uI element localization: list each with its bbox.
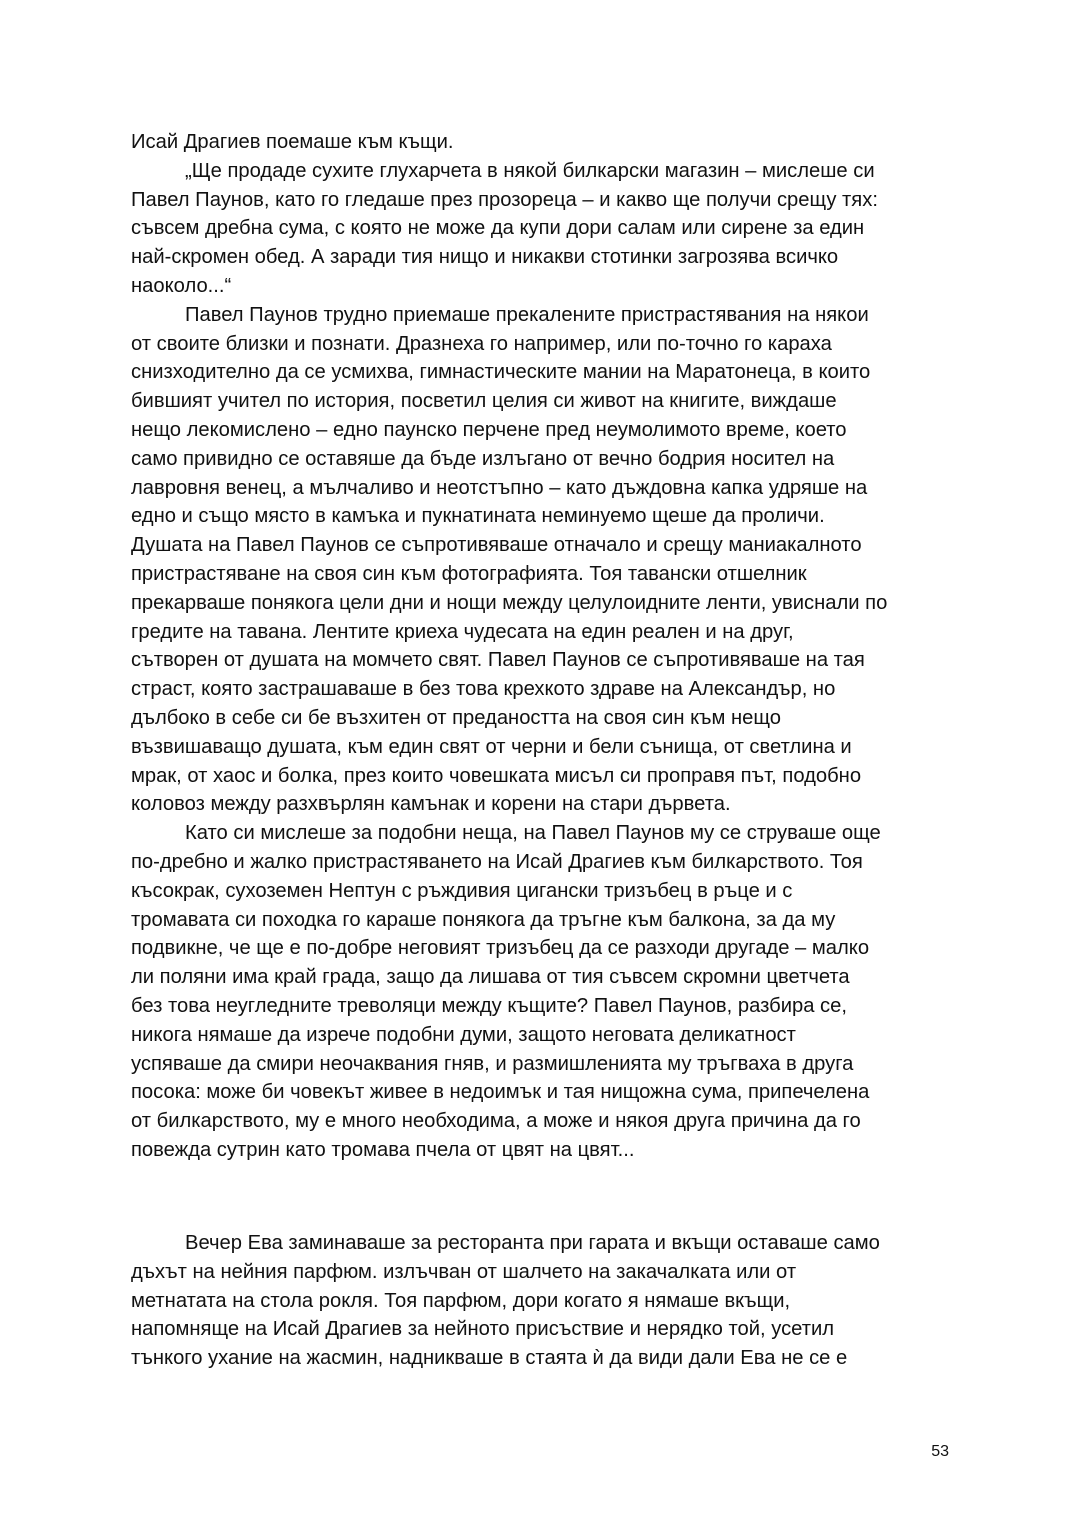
text-line: мрак, от хаос и болка, през които човешката мисъл си проправя път, подобно xyxy=(131,764,862,787)
text-line: прекарваше понякога цели дни и нощи между целулоидните ленти, увиснали по xyxy=(131,591,888,614)
text-line: нещо лекомислено – едно паунско перчене пред неумолимото време, което xyxy=(131,418,847,441)
text-block-main xyxy=(131,128,961,1165)
text-block-continuation xyxy=(131,1229,961,1373)
text-line: най-скромен обед. А заради тия нищо и никакви стотинки загрозява всичко xyxy=(131,246,839,269)
text-line: лавровня венец, а мълчаливо и неотстъпно – като дъждовна капка удряше на xyxy=(131,476,868,499)
text-line: ли поляни има край града, защо да лишава от тия съвсем скромни цветчета xyxy=(131,966,850,989)
text-line: късокрак, сухоземен Нептун с ръждивия цигански тризъбец в ръце и с xyxy=(131,879,793,902)
text-line: „Ще продаде сухите глухарчета в някой билкарски магазин – мислеше си xyxy=(185,159,875,182)
text-line: повежда сутрин като тромава пчела от цвят на цвят... xyxy=(131,1138,635,1161)
text-line: тънкого ухание на жасмин, надникваше в стаята ѝ да види дали Ева не се е xyxy=(131,1347,848,1370)
text-line: гредите на тавана. Лентите криеха чудесата на един реален и на друг, xyxy=(131,620,794,643)
text-line: никога нямаше да изрече подобни думи, защото неговата деликатност xyxy=(131,1023,796,1046)
text-line: съвсем дребна сума, с която не може да купи дори салам или сирене за един xyxy=(131,217,865,240)
text-line: без това неугледните треволяци между къщите? Павел Паунов, разбира се, xyxy=(131,994,847,1017)
text-line: Вечер Ева заминаваше за ресторанта при гарата и вкъщи оставаше само xyxy=(185,1232,880,1254)
text-line: наоколо...“ xyxy=(131,274,232,297)
text-line: тромавата си походка го караше понякога да тръгне към балкона, за да му xyxy=(131,908,836,931)
text-line: по-дребно и жалко пристрастяването на Исай Драгиев към билкарството. Тоя xyxy=(131,850,863,873)
text-line: Душата на Павел Паунов се съпротивяваше отначало и срещу маниакалното xyxy=(131,534,862,557)
text-line: дълбоко в себе си бе възхитен от предаността на своя син към нещо xyxy=(131,706,782,729)
text-line: подвикне, че ще е по-добре неговият тризъбец да се разходи другаде – малко xyxy=(131,937,870,960)
text-line: възвишаващо душата, към един свят от черни и бели сънища, от светлина и xyxy=(131,735,852,758)
text-line: посока: може би човекът живее в недоимък и тая нищожна сума, припечелена xyxy=(131,1081,870,1104)
text-line: Павел Паунов трудно приемаше прекалените пристрастявания на някои xyxy=(185,303,869,326)
text-line: от билкарството, му е много необходима, а може и някоя друга причина да го xyxy=(131,1110,861,1133)
text-line: дъхът на нейния парфюм. излъчван от шалчето на закачалката или от xyxy=(131,1260,797,1283)
text-line: само привидно се оставяше да бъде излъгано от вечно бодрия носител на xyxy=(131,447,835,470)
text-line: успяваше да смири неочаквания гняв, и размишленията му тръгваха в друга xyxy=(131,1052,854,1075)
page-number: 53 xyxy=(931,1443,949,1460)
text-line: Исай Драгиев поемаше към къщи. xyxy=(131,131,454,153)
text-line: Като си мислеше за подобни неща, на Павел Паунов му се струваше още xyxy=(185,822,881,845)
text-line: бившият учител по история, посветил целия си живот на книгите, виждаше xyxy=(131,390,837,413)
text-line: пристрастяване на своя син към фотографията. Тоя тавански отшелник xyxy=(131,562,807,585)
text-line: Павел Паунов, като го гледаше през прозореца – и какво ще получи срещу тях: xyxy=(131,188,878,211)
text-line: сътворен от душата на момчето свят. Павел Паунов се съпротивяваше на тая xyxy=(131,649,865,672)
text-line: напомняще на Исай Драгиев за нейното присъствие и нерядко той, усетил xyxy=(131,1318,835,1341)
text-line: снизходително да се усмихва, гимнастическите мании на Маратонеца, в които xyxy=(131,361,871,384)
text-line: страст, която застрашаваше в без това крехкото здраве на Александър, но xyxy=(131,678,836,701)
text-line: метнатата на стола рокля. Тоя парфюм, дори когато я нямаше вкъщи, xyxy=(131,1289,791,1312)
text-line: едно и също място в камъка и пукнатината неминуемо щеше да проличи. xyxy=(131,505,825,528)
text-line: коловоз между разхвърлян камънак и корени на стари дървета. xyxy=(131,793,731,816)
text-line: от своите близки и познати. Дразнеха го например, или по-точно го караха xyxy=(131,332,832,355)
